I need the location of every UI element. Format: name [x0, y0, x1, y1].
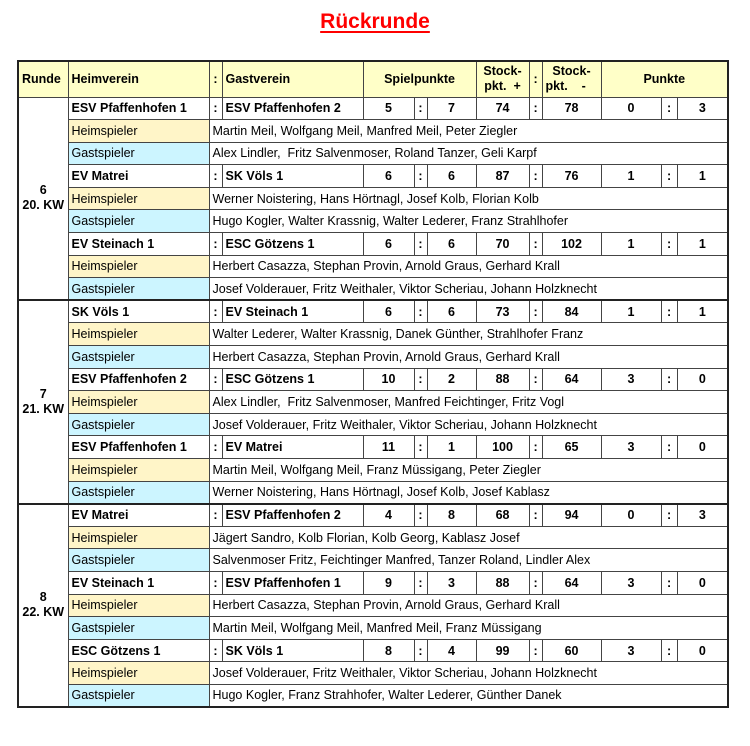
home-team: ESV Pfaffenhofen 1 [68, 97, 209, 120]
heimspieler-names: Jägert Sandro, Kolb Florian, Kolb Georg, Kablasz Josef [209, 526, 728, 549]
punkte-away: 1 [677, 165, 728, 188]
spielpunkte-away: 6 [427, 300, 476, 323]
game-row [18, 504, 728, 527]
punkte-separator: : [661, 639, 677, 662]
spielpunkte-home: 11 [363, 436, 414, 459]
gastspieler-names: Herbert Casazza, Stephan Provin, Arnold Graus, Gerhard Krall [209, 346, 728, 369]
spielpunkte-separator: : [414, 368, 427, 391]
team-separator: : [209, 436, 222, 459]
header-row [18, 61, 728, 97]
spielpunkte-away: 8 [427, 504, 476, 527]
heimspieler-names: Martin Meil, Wolfgang Meil, Manfred Meil, Peter Ziegler [209, 120, 728, 143]
gastspieler-names: Josef Volderauer, Fritz Weithaler, Viktor Scheriau, Johann Holzknecht [209, 278, 728, 301]
spielpunkte-separator: : [414, 97, 427, 120]
stockpunkte-minus: 64 [542, 571, 601, 594]
stockpunkte-separator: : [529, 97, 542, 120]
home-team: EV Matrei [68, 504, 209, 527]
stockpunkte-separator: : [529, 504, 542, 527]
stockpunkte-plus: 73 [476, 300, 529, 323]
spielpunkte-separator: : [414, 504, 427, 527]
round-week: 20. KW [22, 198, 65, 213]
team-separator: : [209, 639, 222, 662]
punkte-separator: : [661, 165, 677, 188]
spielpunkte-home: 5 [363, 97, 414, 120]
gastspieler-label: Gastspieler [68, 210, 209, 233]
heimspieler-names: Werner Noistering, Hans Hörtnagl, Josef Kolb, Florian Kolb [209, 187, 728, 210]
punkte-away: 3 [677, 97, 728, 120]
gastspieler-row [18, 481, 728, 504]
home-team: EV Steinach 1 [68, 233, 209, 256]
stockpunkte-separator: : [529, 368, 542, 391]
stockpunkte-separator: : [529, 571, 542, 594]
spielpunkte-away: 3 [427, 571, 476, 594]
team-separator: : [209, 368, 222, 391]
punkte-separator: : [661, 233, 677, 256]
round-week: 21. KW [22, 402, 65, 417]
spielpunkte-away: 6 [427, 233, 476, 256]
team-separator: : [209, 504, 222, 527]
spielpunkte-separator: : [414, 436, 427, 459]
stockpunkte-minus: 94 [542, 504, 601, 527]
spielpunkte-away: 2 [427, 368, 476, 391]
spielpunkte-home: 4 [363, 504, 414, 527]
spielpunkte-separator: : [414, 571, 427, 594]
game-row [18, 368, 728, 391]
team-separator: : [209, 300, 222, 323]
stockpunkte-separator: : [529, 436, 542, 459]
away-team: EV Matrei [222, 436, 363, 459]
spielpunkte-separator: : [414, 300, 427, 323]
punkte-home: 0 [601, 97, 661, 120]
gastspieler-names: Hugo Kogler, Walter Krassnig, Walter Lederer, Franz Strahlhofer [209, 210, 728, 233]
home-team: EV Matrei [68, 165, 209, 188]
spielpunkte-away: 7 [427, 97, 476, 120]
round-cell [18, 504, 68, 707]
gastspieler-label: Gastspieler [68, 549, 209, 572]
spielpunkte-home: 10 [363, 368, 414, 391]
punkte-away: 1 [677, 300, 728, 323]
home-team: ESC Götzens 1 [68, 639, 209, 662]
page-title-container [0, 10, 750, 34]
spielpunkte-home: 8 [363, 639, 414, 662]
game-row [18, 300, 728, 323]
stockpunkte-separator: : [529, 300, 542, 323]
heimspieler-label: Heimspieler [68, 594, 209, 617]
stockpunkte-minus: 84 [542, 300, 601, 323]
spielpunkte-home: 6 [363, 300, 414, 323]
round-week: 22. KW [22, 605, 65, 620]
gastspieler-row [18, 142, 728, 165]
heimspieler-names: Martin Meil, Wolfgang Meil, Franz Müssigang, Peter Ziegler [209, 459, 728, 482]
round-number: 8 [39, 590, 47, 605]
punkte-away: 0 [677, 436, 728, 459]
gastspieler-row [18, 617, 728, 640]
punkte-home: 3 [601, 436, 661, 459]
stockpunkte-plus: 70 [476, 233, 529, 256]
punkte-home: 1 [601, 233, 661, 256]
gastspieler-names: Martin Meil, Wolfgang Meil, Manfred Meil, Franz Müssigang [209, 617, 728, 640]
heimspieler-row [18, 120, 728, 143]
home-team: EV Steinach 1 [68, 571, 209, 594]
punkte-home: 0 [601, 504, 661, 527]
punkte-home: 1 [601, 300, 661, 323]
header-gastverein: Gastverein [222, 61, 363, 97]
punkte-separator: : [661, 571, 677, 594]
game-row [18, 436, 728, 459]
stockpunkte-plus: 100 [476, 436, 529, 459]
heimspieler-row [18, 594, 728, 617]
heimspieler-label: Heimspieler [68, 187, 209, 210]
spielpunkte-away: 4 [427, 639, 476, 662]
round-cell [18, 97, 68, 300]
round-number: 6 [39, 183, 47, 198]
heimspieler-label: Heimspieler [68, 120, 209, 143]
gastspieler-names: Werner Noistering, Hans Hörtnagl, Josef Kolb, Josef Kablasz [209, 481, 728, 504]
home-team: SK Völs 1 [68, 300, 209, 323]
heimspieler-label: Heimspieler [68, 662, 209, 685]
heimspieler-row [18, 391, 728, 414]
header-stock-plus-line2: pkt. + [484, 79, 521, 94]
heimspieler-names: Josef Volderauer, Fritz Weithaler, Viktor Scheriau, Johann Holzknecht [209, 662, 728, 685]
heimspieler-row [18, 323, 728, 346]
gastspieler-row [18, 684, 728, 707]
game-row [18, 571, 728, 594]
header-heimverein: Heimverein [68, 61, 209, 97]
away-team: EV Steinach 1 [222, 300, 363, 323]
gastspieler-names: Josef Volderauer, Fritz Weithaler, Viktor Scheriau, Johann Holzknecht [209, 413, 728, 436]
punkte-away: 1 [677, 233, 728, 256]
away-team: SK Völs 1 [222, 165, 363, 188]
punkte-separator: : [661, 436, 677, 459]
game-row [18, 233, 728, 256]
stockpunkte-minus: 76 [542, 165, 601, 188]
header-punkte: Punkte [601, 61, 728, 97]
heimspieler-names: Alex Lindler, Fritz Salvenmoser, Manfred Feichtinger, Fritz Vogl [209, 391, 728, 414]
punkte-separator: : [661, 300, 677, 323]
team-separator: : [209, 233, 222, 256]
round-cell [18, 300, 68, 503]
stockpunkte-plus: 87 [476, 165, 529, 188]
stockpunkte-plus: 99 [476, 639, 529, 662]
gastspieler-label: Gastspieler [68, 278, 209, 301]
gastspieler-label: Gastspieler [68, 684, 209, 707]
punkte-home: 1 [601, 165, 661, 188]
away-team: ESC Götzens 1 [222, 233, 363, 256]
heimspieler-row [18, 187, 728, 210]
heimspieler-label: Heimspieler [68, 391, 209, 414]
heimspieler-row [18, 662, 728, 685]
header-spielpunkte: Spielpunkte [363, 61, 476, 97]
header-stock-plus-line1: Stock- [483, 64, 522, 79]
gastspieler-names: Salvenmoser Fritz, Feichtinger Manfred, Tanzer Roland, Lindler Alex [209, 549, 728, 572]
gastspieler-row [18, 413, 728, 436]
gastspieler-label: Gastspieler [68, 481, 209, 504]
spielpunkte-away: 1 [427, 436, 476, 459]
heimspieler-row [18, 526, 728, 549]
heimspieler-label: Heimspieler [68, 255, 209, 278]
spielpunkte-home: 6 [363, 233, 414, 256]
spielpunkte-home: 6 [363, 165, 414, 188]
gastspieler-label: Gastspieler [68, 142, 209, 165]
stockpunkte-plus: 74 [476, 97, 529, 120]
away-team: SK Völs 1 [222, 639, 363, 662]
header-stock-minus-line2: pkt. - [545, 79, 586, 94]
header-stock-minus-line1: Stock- [552, 64, 591, 79]
stockpunkte-separator: : [529, 165, 542, 188]
stockpunkte-minus: 60 [542, 639, 601, 662]
stockpunkte-separator: : [529, 639, 542, 662]
punkte-separator: : [661, 504, 677, 527]
game-row [18, 165, 728, 188]
away-team: ESC Götzens 1 [222, 368, 363, 391]
home-team: ESV Pfaffenhofen 1 [68, 436, 209, 459]
stockpunkte-plus: 88 [476, 368, 529, 391]
heimspieler-names: Herbert Casazza, Stephan Provin, Arnold Graus, Gerhard Krall [209, 594, 728, 617]
stockpunkte-separator: : [529, 233, 542, 256]
punkte-separator: : [661, 97, 677, 120]
heimspieler-label: Heimspieler [68, 526, 209, 549]
stockpunkte-plus: 68 [476, 504, 529, 527]
gastspieler-row [18, 549, 728, 572]
page-title: Rückrunde [320, 10, 430, 33]
heimspieler-row [18, 459, 728, 482]
header-stock-minus [542, 61, 601, 97]
gastspieler-label: Gastspieler [68, 617, 209, 640]
game-row [18, 97, 728, 120]
gastspieler-row [18, 278, 728, 301]
gastspieler-label: Gastspieler [68, 346, 209, 369]
spielpunkte-away: 6 [427, 165, 476, 188]
stockpunkte-minus: 102 [542, 233, 601, 256]
stockpunkte-minus: 65 [542, 436, 601, 459]
gastspieler-row [18, 210, 728, 233]
schedule-table [17, 60, 729, 708]
round-number: 7 [39, 387, 47, 402]
punkte-home: 3 [601, 571, 661, 594]
away-team: ESV Pfaffenhofen 2 [222, 97, 363, 120]
spielpunkte-separator: : [414, 233, 427, 256]
header-separator: : [209, 61, 222, 97]
heimspieler-names: Herbert Casazza, Stephan Provin, Arnold Graus, Gerhard Krall [209, 255, 728, 278]
game-row [18, 639, 728, 662]
spielpunkte-separator: : [414, 639, 427, 662]
team-separator: : [209, 571, 222, 594]
punkte-away: 3 [677, 504, 728, 527]
spielpunkte-home: 9 [363, 571, 414, 594]
stockpunkte-plus: 88 [476, 571, 529, 594]
home-team: ESV Pfaffenhofen 2 [68, 368, 209, 391]
header-runde: Runde [18, 61, 68, 97]
spielpunkte-separator: : [414, 165, 427, 188]
stockpunkte-minus: 64 [542, 368, 601, 391]
team-separator: : [209, 97, 222, 120]
header-stock-separator: : [529, 61, 542, 97]
gastspieler-row [18, 346, 728, 369]
punkte-away: 0 [677, 368, 728, 391]
punkte-separator: : [661, 368, 677, 391]
away-team: ESV Pfaffenhofen 1 [222, 571, 363, 594]
punkte-home: 3 [601, 639, 661, 662]
header-stock-plus [476, 61, 529, 97]
punkte-away: 0 [677, 571, 728, 594]
away-team: ESV Pfaffenhofen 2 [222, 504, 363, 527]
heimspieler-names: Walter Lederer, Walter Krassnig, Danek Günther, Strahlhofer Franz [209, 323, 728, 346]
gastspieler-names: Alex Lindler, Fritz Salvenmoser, Roland Tanzer, Geli Karpf [209, 142, 728, 165]
gastspieler-names: Hugo Kogler, Franz Strahhofer, Walter Lederer, Günther Danek [209, 684, 728, 707]
stockpunkte-minus: 78 [542, 97, 601, 120]
heimspieler-label: Heimspieler [68, 459, 209, 482]
punkte-away: 0 [677, 639, 728, 662]
team-separator: : [209, 165, 222, 188]
punkte-home: 3 [601, 368, 661, 391]
schedule-body [18, 97, 728, 707]
heimspieler-label: Heimspieler [68, 323, 209, 346]
gastspieler-label: Gastspieler [68, 413, 209, 436]
heimspieler-row [18, 255, 728, 278]
